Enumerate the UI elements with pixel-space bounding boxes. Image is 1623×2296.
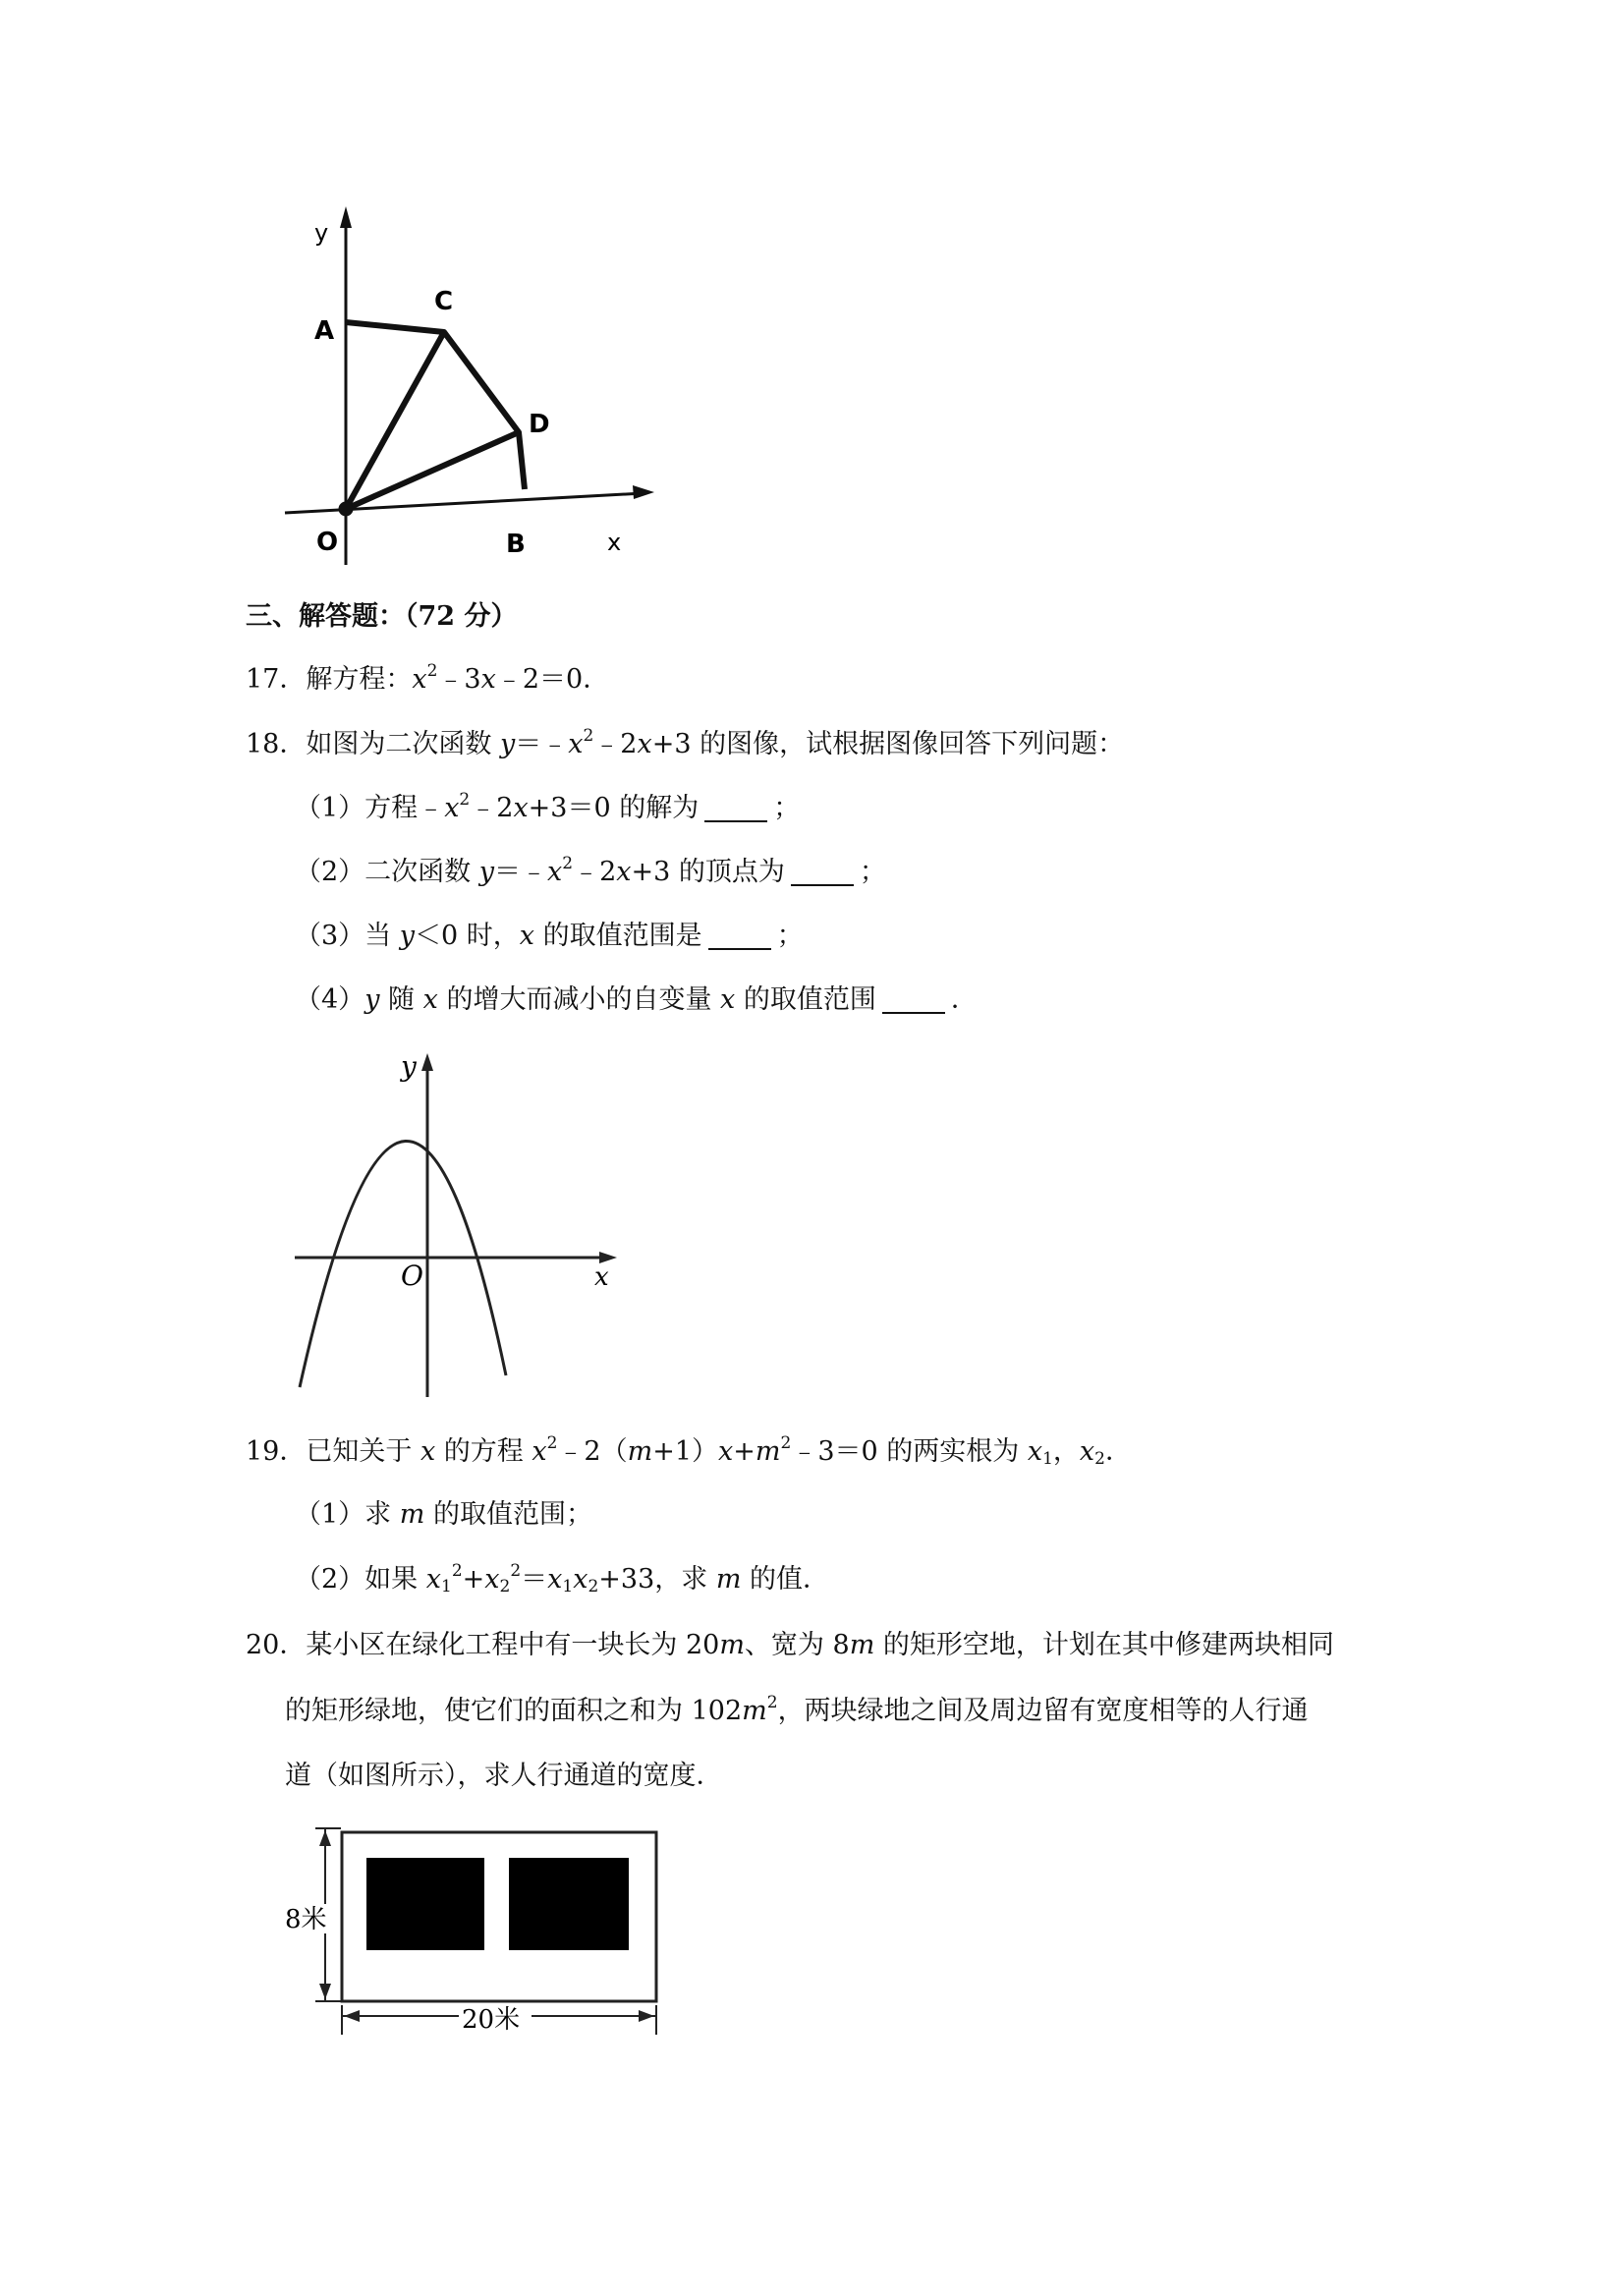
fig1-label-b: B — [506, 530, 526, 559]
question-19-part-1: （1）求 m 的取值范围； — [295, 1499, 592, 1530]
green-plot-left — [366, 1858, 484, 1950]
fig1-label-y: y — [314, 219, 329, 247]
question-17: 17．解方程：$x^2﹣3x﹣2=0$． — [246, 661, 610, 695]
figure-rectangle-plots — [280, 1822, 673, 2048]
green-plot-right — [509, 1858, 629, 1950]
question-19-part-2: （2）如果 $x_1^2+x_2^2=x_1x_2+33$，求 m 的值． — [295, 1561, 830, 1596]
question-18-part-4: （4）y 随 x 的增大而减小的自变量 x 的取值范围 ． — [295, 984, 978, 1015]
question-18-part-2: （2）二次函数 $y=﹣x^2﹣2x+3$ 的顶点为 ； — [295, 854, 886, 887]
question-20-line-2: 的矩形绿地，使它们的面积之和为 $102m^2$，两块绿地之间及周边留有宽度相等的人行通 — [285, 1693, 1309, 1726]
fig1-label-c: C — [434, 287, 454, 316]
question-19-stem: 19．已知关于 x 的方程 $x^2﹣2(m+1)x+m^2﹣3=0$ 的两实根为 $x_1$，$x_2$． — [246, 1433, 1132, 1469]
section-title: 三、解答题：（72 分） — [246, 601, 518, 632]
answer-blank[interactable] — [704, 795, 767, 822]
figure-parabola — [285, 1041, 639, 1405]
figure-quadrilateral-axes — [275, 196, 668, 570]
fig1-label-x: x — [607, 529, 622, 556]
fig3-width-label: 20米 — [462, 2005, 521, 2035]
question-18-part-3: （3）当 y＜0 时，x 的取值范围是 ； — [295, 921, 804, 951]
question-20-line-1: 20．某小区在绿化工程中有一块长为 20m、宽为 8m 的矩形空地，计划在其中修建两块相同 — [246, 1630, 1334, 1660]
answer-blank[interactable] — [708, 923, 771, 950]
fig2-label-x: x — [594, 1262, 609, 1292]
fig1-label-a: A — [314, 316, 335, 346]
answer-blank[interactable] — [791, 859, 854, 886]
fig2-label-o: O — [401, 1260, 423, 1292]
fig3-height-label: 8米 — [285, 1905, 327, 1934]
question-20-line-3: 道（如图所示），求人行通道的宽度． — [285, 1761, 723, 1791]
question-18-part-1: （1）方程$﹣x^2﹣2x+3=0$ 的解为 ； — [295, 790, 801, 823]
fig1-label-d: D — [529, 410, 550, 439]
fig1-label-o: O — [316, 528, 339, 557]
fig2-label-y: y — [401, 1050, 417, 1083]
answer-blank[interactable] — [882, 986, 945, 1014]
question-18-stem: 18．如图为二次函数 $y=﹣x^2﹣2x+3$ 的图像，试根据图像回答下列问题： — [246, 726, 1125, 759]
